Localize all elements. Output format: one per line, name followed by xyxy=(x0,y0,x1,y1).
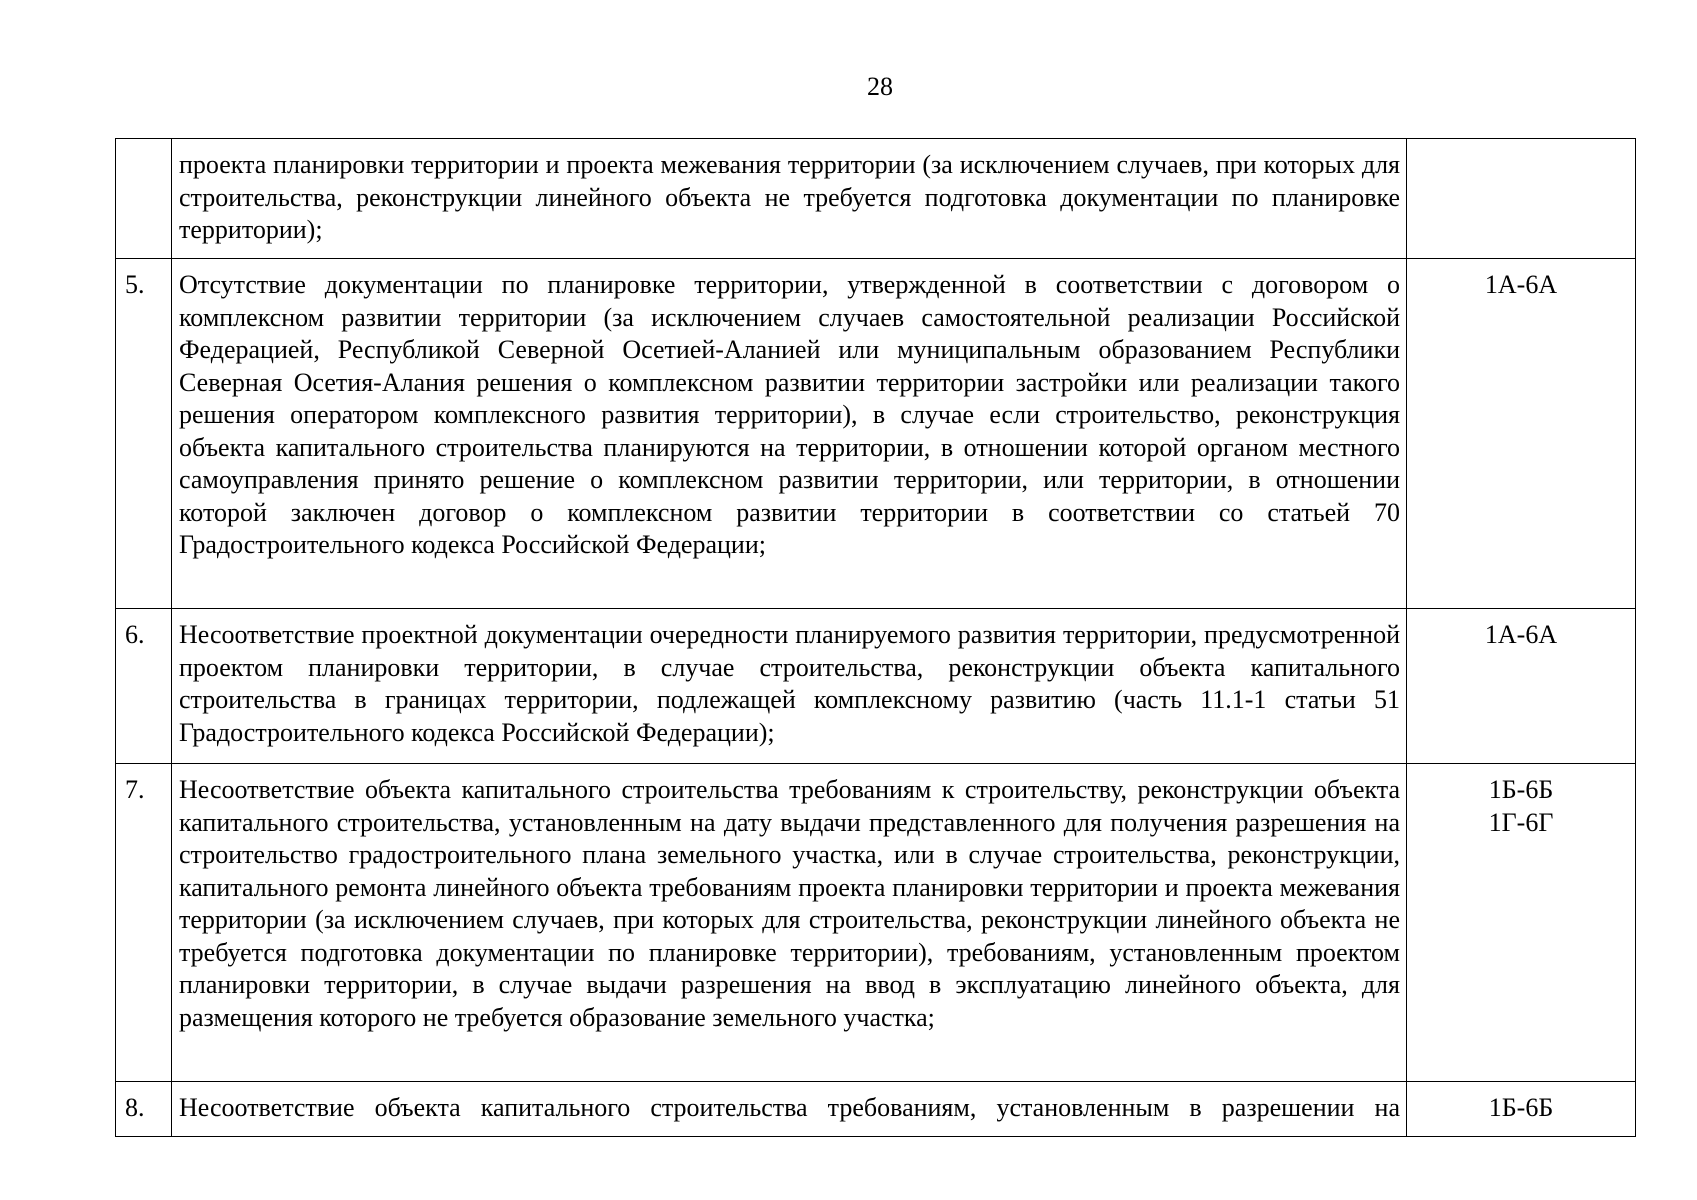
row-text: проекта планировки территории и проекта межевания территории (за исключением случаев, при которых для строительства, реконструкции линейного объекта не требуется подготовка документации по планировке территории); xyxy=(172,139,1407,259)
row-code: 1Б-6Б xyxy=(1488,775,1554,804)
row-number: 7. xyxy=(116,764,172,1082)
row-text: Отсутствие документации по планировке территории, утвержденной в соответствии с договором о комплексном развитии территории (за исключением случаев самостоятельной реализации Российской Федерацией, Республикой Северной Осетией-Аланией или муниципальным образованием Республики Северная Осетия-Алания решения о комплексном развитии территории застройки или реализации такого решения оператором комплексного развития территории), в случае если строительство, реконструкция объекта капитального строительства планируются на территории, в отношении которой органом местного самоуправления принято решение о комплексном развитии территории, или территории, в отношении которой заключен договор о комплексном развитии территории в соответствии со статьей 70 Градостроительного кодекса Российской Федерации; xyxy=(172,259,1407,609)
table-row xyxy=(116,764,1636,1082)
row-text: Несоответствие объекта капитального строительства требованиям, установленным в разрешении на xyxy=(172,1082,1407,1137)
row-codes xyxy=(1407,764,1636,1082)
row-text: Несоответствие проектной документации очередности планируемого развития территории, предусмотренной проектом планировки территории, в случае строительства, реконструкции объекта капитального строительства в границах территории, подлежащей комплексному развитию (часть 11.1-1 статьи 51 Градостроительного кодекса Российской Федерации); xyxy=(172,609,1407,764)
row-number: 8. xyxy=(116,1082,172,1137)
table-row xyxy=(116,139,1636,259)
row-code: 1А-6А xyxy=(1484,620,1558,649)
row-number: 5. xyxy=(116,259,172,609)
table-row xyxy=(116,1082,1636,1137)
row-codes xyxy=(1407,1082,1636,1137)
row-codes xyxy=(1407,139,1636,259)
page-number: 28 xyxy=(867,72,893,101)
row-code: 1А-6А xyxy=(1484,270,1558,299)
row-code: 1Г-6Г xyxy=(1488,807,1554,837)
row-codes xyxy=(1407,259,1636,609)
row-number xyxy=(116,139,172,259)
row-text: Несоответствие объекта капитального строительства требованиям к строительству, реконструкции объекта капитального строительства, установленным на дату выдачи представленного для получения разрешения на строительство градостроительного плана земельного участка, или в случае строительства, реконструкции, капитального ремонта линейного объекта требованиям проекта планировки территории и проекта межевания территории (за исключением случаев, при которых для строительства, реконструкции линейного объекта не требуется подготовка документации по планировке территории), требованиям, установленным проектом планировки территории, в случае выдачи разрешения на ввод в эксплуатацию линейного объекта, для размещения которого не требуется образование земельного участка; xyxy=(172,764,1407,1082)
row-codes xyxy=(1407,609,1636,764)
requirements-table xyxy=(115,138,1636,1137)
row-code: 1Б-6Б xyxy=(1488,1093,1554,1122)
table-row xyxy=(116,259,1636,609)
row-number: 6. xyxy=(116,609,172,764)
table-row xyxy=(116,609,1636,764)
